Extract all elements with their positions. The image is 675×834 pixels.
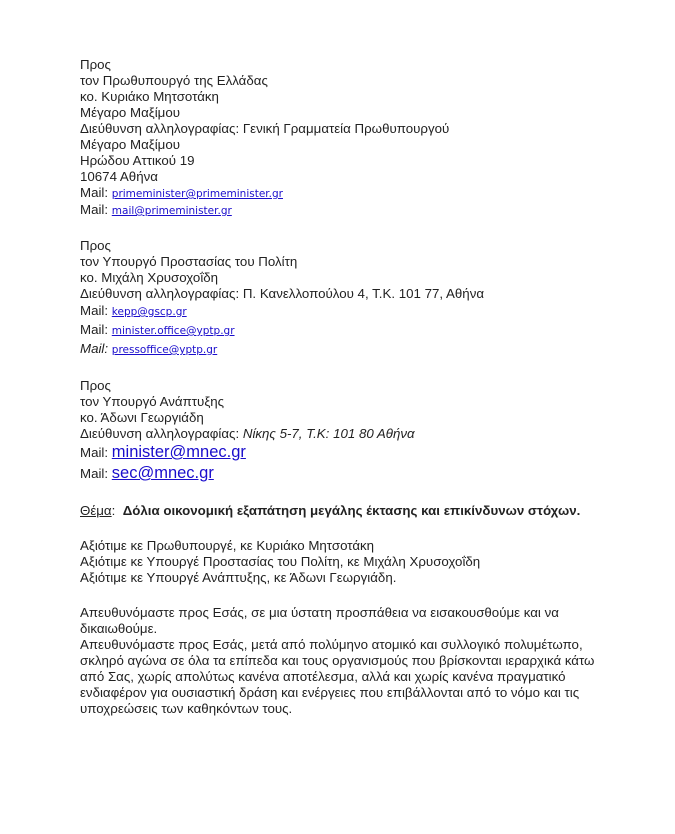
body-text [80,605,595,717]
greeting-line: Αξιότιμε κε Υπουργέ Ανάπτυξης, κε Άδωνι Γεωργιάδη. [80,570,397,585]
email-link[interactable]: primeminister@primeminister.gr [111,188,283,200]
mail-label: Mail: [80,445,112,460]
body-paragraph: Απευθυνόμαστε προς Εσάς, σε μια ύστατη προσπάθεια να εισακουσθούμε και να δικαιωθούμε. [80,605,559,636]
text-line: Προς [80,57,111,72]
letter-document [80,57,660,717]
text-line: Διεύθυνση αλληλογραφίας: Π. Κανελλοπούλου 4, Τ.Κ. 101 77, Αθήνα [80,286,485,301]
mail-label: Mail: [80,466,112,481]
recipient-prime-minister [80,57,660,219]
text-line: 10674 Αθήνα [80,169,158,184]
address-label: Διεύθυνση αλληλογραφίας: [80,426,243,441]
subject-text: Δόλια οικονομική εξαπάτηση μεγάλης έκτασης και επικίνδυνων στόχων. [122,503,581,518]
email-link[interactable]: minister.office@yptp.gr [111,325,235,337]
text-line: Προς [80,238,111,253]
mail-label: Mail: [80,303,112,318]
address-value: Νίκης 5-7, Τ.Κ: 101 80 Αθήνα [242,426,415,441]
recipient-citizen-protection-minister [80,238,660,359]
mail-label: Mail: [80,341,112,356]
text-line: κο. Κυριάκο Μητσοτάκη [80,89,219,104]
text-line: κο. Άδωνι Γεωργιάδη [80,410,204,425]
email-link[interactable]: pressoffice@yptp.gr [111,344,218,356]
text-line: Μέγαρο Μαξίμου [80,105,180,120]
text-line: Διεύθυνση αλληλογραφίας: Γενική Γραμματεία Πρωθυπουργού [80,121,450,136]
text-line: Ηρώδου Αττικού 19 [80,153,195,168]
recipient-development-minister [80,378,660,484]
subject-separator: : [111,503,123,518]
mail-label: Mail: [80,202,112,217]
email-link[interactable]: kepp@gscp.gr [111,306,187,318]
greeting-line: Αξιότιμε κε Υπουργέ Προστασίας του Πολίτη, κε Μιχάλη Χρυσοχοΐδη [80,554,481,569]
text-line: τον Υπουργό Προστασίας του Πολίτη [80,254,298,269]
mail-label: Mail: [80,185,112,200]
greeting-line: Αξιότιμε κε Πρωθυπουργέ, κε Κυριάκο Μητσοτάκη [80,538,375,553]
body-paragraph: Απευθυνόμαστε προς Εσάς, μετά από πολύμηνο ατομικό και συλλογικό πολυμέτωπο, σκληρό αγώνα σε όλα τα επίπεδα και τους οργανισμούς που βρίσκονται ιεραρχικά κάτω από Σας, χωρίς απολύτως κανένα αποτέλεσμα, αλλά και χωρίς κανένα πραγματικό ενδιαφέρον για ουσιαστική δράση και ενέργειες που επιβάλλονται από το νόμο και τις υποχρεώσεις των καθηκόντων τους. [80,637,595,716]
text-line: τον Πρωθυπουργό της Ελλάδας [80,73,268,88]
subject [80,503,660,519]
email-link[interactable]: sec@mnec.gr [111,464,214,482]
mail-label: Mail: [80,322,112,337]
text-line: Προς [80,378,111,393]
text-line: τον Υπουργό Ανάπτυξης [80,394,225,409]
greetings [80,538,660,586]
text-line: κο. Μιχάλη Χρυσοχοΐδη [80,270,219,285]
email-link[interactable]: mail@primeminister.gr [111,205,232,217]
subject-label: Θέμα [80,503,112,518]
text-line: Μέγαρο Μαξίμου [80,137,180,152]
email-link[interactable]: minister@mnec.gr [111,443,246,461]
